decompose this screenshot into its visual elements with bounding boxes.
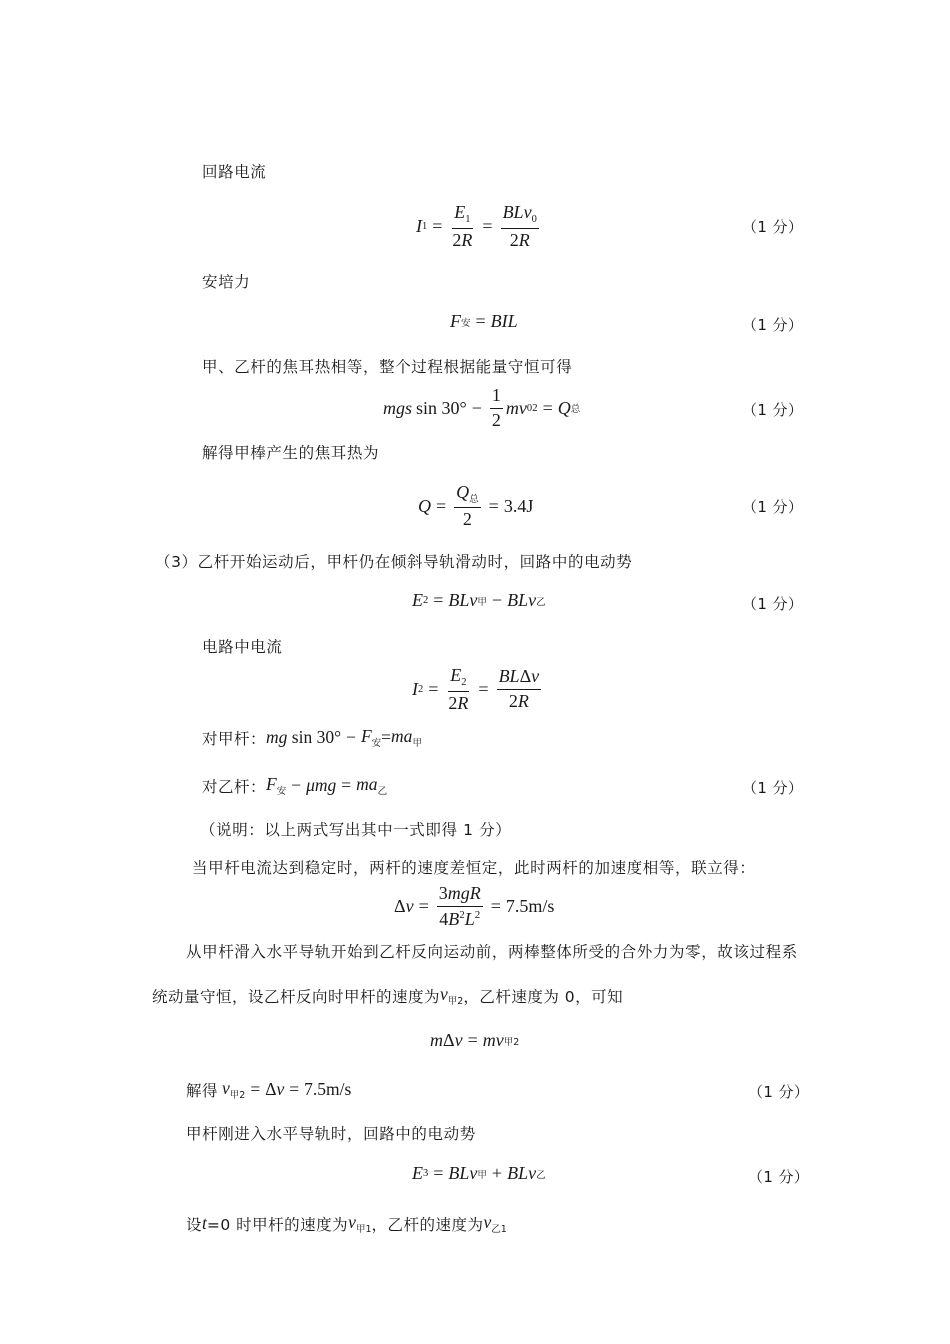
equation-current-i2: I 2 = $\frac{E_2}{2R}$ = $\frac{\text{BLΔv}}{2R}$ <box>412 665 540 713</box>
equation-ampere-force: F 安 = BIL <box>450 311 518 331</box>
label-circuit-current: 电路中电流 <box>202 638 283 656</box>
text-entering-rail: 甲杆刚进入水平导轨时，回路中的电动势 <box>186 1125 476 1143</box>
equation-emf-e3: E 3 = BLv 甲 + BLv 乙 <box>412 1163 546 1183</box>
text-steady-state: 当甲杆电流达到稳定时，两杆的速度差恒定，此时两杆的加速度相等，联立得： <box>192 859 756 877</box>
text-note: （说明：以上两式写出其中一式即得 1 分） <box>200 821 512 839</box>
score-label: （1 分） <box>748 1083 810 1101</box>
equation-rod-jia: 对甲杆： mg sin 30° − $F_安$ = $ma_甲$ <box>202 726 422 749</box>
text-energy-conservation: 甲、乙杆的焦耳热相等，整个过程根据能量守恒可得 <box>202 358 573 376</box>
equation-momentum: m Δ v = mv 甲2 <box>430 1030 520 1050</box>
text-initial-condition: 设 t =0 时甲杆的速度为 $v_{甲1}$ ，乙杆的速度为 $v_{乙1}$ <box>186 1212 507 1235</box>
equation-rod-yi: 对乙杆： $F_安$ − μmg = $ma_乙$ <box>202 774 388 797</box>
score-label: （1 分） <box>742 595 804 613</box>
score-label: （1 分） <box>742 498 804 516</box>
text-part3: （3）乙杆开始运动后，甲杆仍在倾斜导轨滑动时，回路中的电动势 <box>155 553 633 571</box>
text-momentum-2: 统动量守恒，设乙杆反向时甲杆的速度为 $v_{甲2}$ ，乙杆速度为 0，可知 <box>152 984 624 1007</box>
score-label: （1 分） <box>748 1168 810 1186</box>
equation-energy: mgs sin 30° − $\frac{1}{2}$ mv 0 2 = Q 总 <box>383 385 581 430</box>
equation-heat-q: Q = $\frac{Q_总}{2}$ = 3.4J <box>418 482 534 530</box>
equation-delta-v: Δ v = $\frac{\text{3mgR}}{4B^2L^2}$ = 7.5m/s <box>394 883 555 929</box>
equation-v-jia2: 解得 $v_{甲2}$ = Δv = 7.5m/s <box>186 1078 352 1101</box>
text-joule-heat: 解得甲棒产生的焦耳热为 <box>202 444 380 462</box>
equation-emf-e2: E 2 = BLv 甲 − BLv 乙 <box>412 590 546 610</box>
score-label: （1 分） <box>742 218 804 236</box>
text-momentum-1: 从甲杆滑入水平导轨开始到乙杆反向运动前，两棒整体所受的合外力为零，故该过程系 <box>186 943 798 961</box>
label-ampere-force: 安培力 <box>202 273 251 291</box>
label-loop-current: 回路电流 <box>202 163 267 181</box>
equation-current-i1: I 1 = $\frac{E_1}{2R}$ = $\frac{BLv_0}{2R}$ <box>416 202 537 250</box>
score-label: （1 分） <box>742 779 804 797</box>
score-label: （1 分） <box>742 401 804 419</box>
score-label: （1 分） <box>742 316 804 334</box>
